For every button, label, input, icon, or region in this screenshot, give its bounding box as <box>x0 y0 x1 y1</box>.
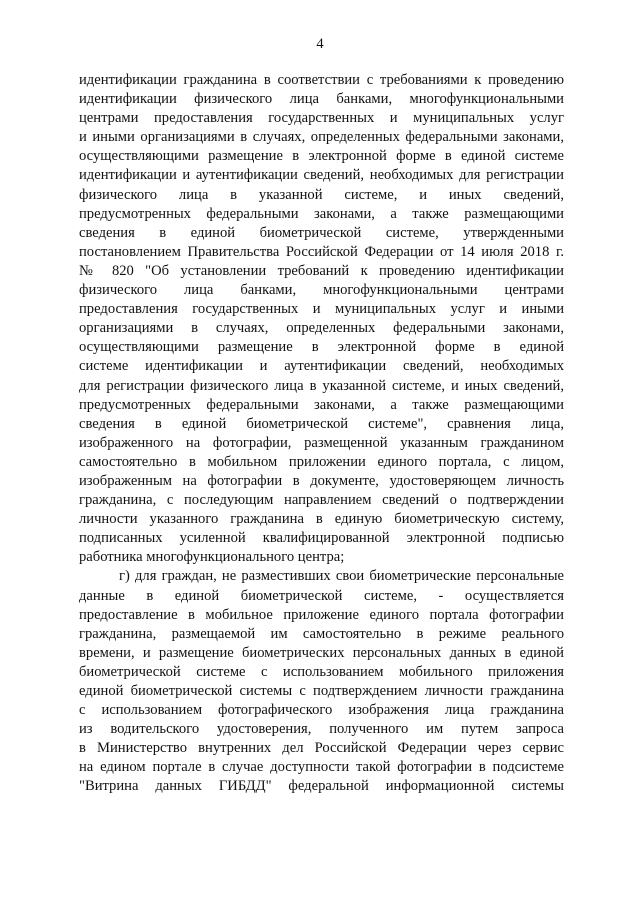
text-line: самостоятельно в мобильном приложении единого портала, с лицом, <box>79 453 564 470</box>
paragraph-item-g <box>79 567 564 796</box>
text-line: "Витрина данных ГИБДД" федеральной информационной системы <box>79 778 564 795</box>
text-line: идентификации физического лица банками, многофункциональными <box>79 91 564 108</box>
text-line: работника многофункционального центра; <box>79 549 345 566</box>
text-line: предусмотренных федеральными законами, а также размещающими <box>79 396 564 413</box>
text-line: сведения в единой биометрической системе, утвержденными <box>79 224 564 241</box>
text-line: на едином портале в случае доступности такой фотографии в подсистеме <box>79 759 564 776</box>
text-line: центрами предоставления государственных и муниципальных услуг <box>79 110 564 127</box>
text-line: осуществляющими размещение в электронной форме в единой системе <box>79 148 564 165</box>
text-line: организациями в случаях, определенных федеральными законами, <box>79 320 564 337</box>
text-line: из водительского удостоверения, полученного им путем запроса <box>79 721 564 738</box>
text-line: личности указанного гражданина в единую биометрическую систему, <box>79 511 564 528</box>
text-line: в Министерство внутренних дел Российской Федерации через сервис <box>79 740 564 757</box>
text-line: физического лица банками, многофункциональными центрами <box>79 282 564 299</box>
text-line: и иными организациями в случаях, определенных федеральными законами, <box>79 129 564 146</box>
text-line: идентификации и аутентификации сведений, необходимых для регистрации <box>79 167 564 184</box>
text-line: подписанных усиленной квалифицированной электронной подписью <box>79 530 564 547</box>
text-line: времени, и размещение биометрических персональных данных в единой <box>79 644 564 661</box>
text-line: изображенным на фотографии в документе, удостоверяющем личность <box>79 472 564 489</box>
text-line: идентификации гражданина в соответствии с требованиями к проведению <box>79 72 564 88</box>
text-line: для регистрации физического лица в указанной системе, и иных сведений, <box>79 377 564 394</box>
text-line: гражданина, с последующим направлением сведений о подтверждении <box>79 492 564 509</box>
text-line: предоставления государственных и муниципальных услуг и иными <box>79 301 564 318</box>
text-line: изображенного на фотографии, размещенной указанным гражданином <box>79 434 564 451</box>
page-number: 4 <box>316 36 324 52</box>
text-line: с использованием фотографического изображения лица гражданина <box>79 702 564 719</box>
text-line: предоставление в мобильное приложение единого портала фотографии <box>79 606 564 623</box>
text-line: гражданина, размещаемой им самостоятельно в режиме реального <box>79 625 564 642</box>
text-line: данные в единой биометрической системе, - осуществляется <box>79 587 564 604</box>
text-line: осуществляющими размещение в электронной форме в единой <box>79 339 564 356</box>
paragraph-continuation <box>79 71 564 567</box>
text-line: системе идентификации и аутентификации сведений, необходимых <box>79 358 564 375</box>
text-line: постановлением Правительства Российской Федерации от 14 июля 2018 г. <box>79 243 564 260</box>
body-text <box>79 71 564 797</box>
text-line: № 820 "Об установлении требований к проведению идентификации <box>79 262 564 279</box>
text-line: биометрической системе с использованием мобильного приложения <box>79 663 564 680</box>
text-line: предусмотренных федеральными законами, а также размещающими <box>79 205 564 222</box>
text-line: г) для граждан, не разместивших свои биометрические персональные <box>119 568 564 585</box>
text-line: сведения в единой биометрической системе", сравнения лица, <box>79 415 564 432</box>
text-line: единой биометрической системы с подтверждением личности гражданина <box>79 683 564 699</box>
text-line: физического лица в указанной системе, и иных сведений, <box>79 186 564 203</box>
